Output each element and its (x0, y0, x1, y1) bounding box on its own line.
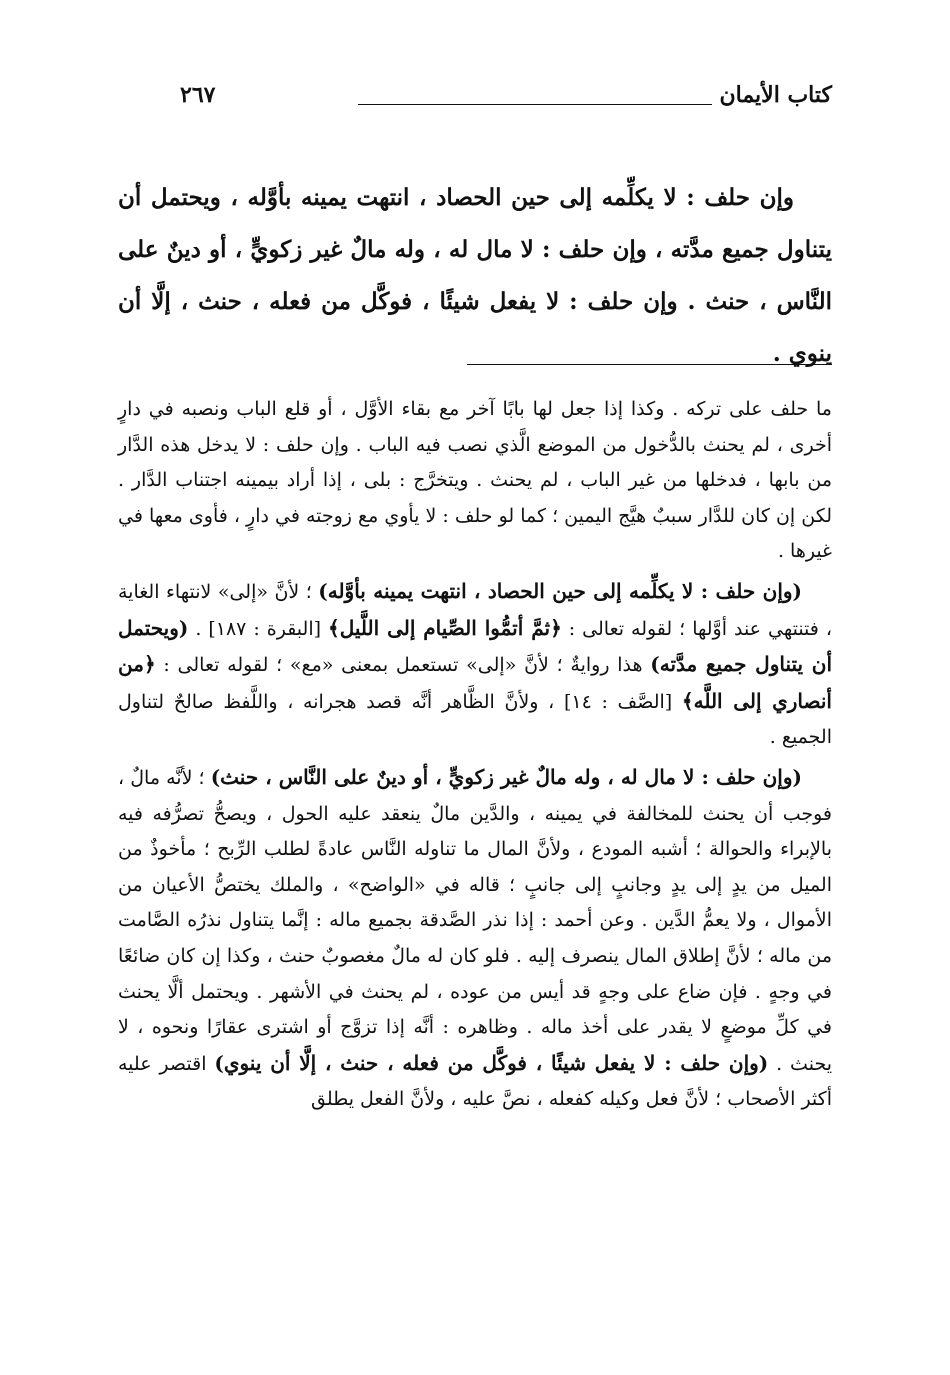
commentary-text: [البقرة : ١٨٧] . (188, 617, 328, 640)
quran-verse: ﴿ثمَّ أتمُّوا الصِّيام إلى اللَّيل﴾ (328, 615, 562, 640)
quran-verse: ﴿من أنصاري إلى اللَّه﴾ (118, 652, 832, 713)
quoted-matn: (ويحتمل أن يتناول جميع مدَّته) (118, 615, 833, 677)
commentary-block (118, 392, 832, 1118)
page-header (120, 82, 832, 122)
commentary-text: ؛ لأنَّه مالٌ ، فوجب أن يحنث للمخالفة في يمينه ، والدَّين مالٌ ينعقد عليه الحول ، ويصحُّ تصرُّفه فيه بالإبراء والحوالة ؛ أشبه المودع ، ولأنَّ المال ما تناوله النَّاس عادةً لطلب الرِّبح ؛ مأخوذٌ من الميل من يدٍ إلى يدٍ وجانبٍ إلى جانبٍ ؛ قاله في «الواضح» ، والملك يختصُّ الأعيان من الأموال ، ولا يعمُّ الدَّين . وعن أحمد : إذا نذر الصَّدقة بجميع ماله : إنَّما يتناول نذرُه الصَّامت من ماله ؛ لأنَّ إطلاق المال ينصرف إليه . فلو كان له مالٌ مغصوبٌ حنث ، وكذا إن كان ضائعًا في وجهٍ . فإن ضاع على وجهٍ قد أيس من عوده ، لم يحنث في الأشهر . ويحتمل ألَّا يحنث في كلِّ موضعٍ لا يقدر على أخذ ماله . وظاهره : أنَّه إذا تزوَّج أو اشترى عقارًا ونحوه ، لا يحنث . (118, 766, 832, 1075)
header-rule (358, 104, 712, 105)
quoted-matn: (وإن حلف : لا يكلِّمه إلى حين الحصاد ، انتهت يمينه بأوَّله) (318, 578, 802, 603)
page-number: ٢٦٧ (180, 82, 216, 108)
main-text-block (118, 172, 832, 380)
quoted-matn: (وإن حلف : لا مال له ، وله مالٌ غير زكويٍّ ، أو دينٌ على النَّاس ، حنث) (210, 764, 802, 789)
commentary-paragraph-1: ما حلف على تركه . وكذا إذا جعل لها بابًا آخر مع بقاء الأوَّل ، أو قلع الباب ونصبه في دارٍ أخرى ، لم يحنث بالدُّخول من الموضع الَّذي نصب فيه الباب . وإن حلف : لا يدخل هذه الدَّار من بابها ، فدخلها من غير الباب ، لم يحنث . ويتخرَّج : بلى ، إذا أراد بيمينه اجتناب الدَّار . لكن إن كان للدَّار سببٌ هيَّج اليمين ؛ كما لو حلف : لا يأوي مع زوجته في دارٍ ، فأوى معها في غيرها . (118, 398, 832, 563)
footnote-separator (467, 364, 832, 365)
quoted-matn: (وإن حلف : لا يفعل شيئًا ، فوكَّل من فعله ، حنث ، إلَّا أن ينوي) (214, 1050, 769, 1075)
main-text-paragraph: وإن حلف : لا يكلِّمه إلى حين الحصاد ، انتهت يمينه بأوَّله ، ويحتمل أن يتناول جميع مدَّته ، وإن حلف : لا مال له ، وله مالٌ غير زكويٍّ ، أو دينٌ على النَّاس ، حنث . وإن حلف : لا يفعل شيئًا ، فوكَّل من فعله ، حنث ، إلَّا أن ينوي . (118, 184, 832, 367)
commentary-text: [الصَّف : ١٤] ، ولأنَّ الظَّاهر أنَّه قصد هجرانه ، واللَّفظ صالحٌ لتناول الجميع . (118, 690, 832, 749)
running-title: كتاب الأيمان (719, 82, 832, 108)
commentary-paragraph-3 (118, 760, 832, 1118)
commentary-text: اقتصر عليه أكثر الأصحاب ؛ لأنَّ فعل وكيله كفعله ، نصَّ عليه ، ولأنَّ الفعل يطلق (118, 1052, 832, 1111)
commentary-text: هذا روايةٌ ؛ لأنَّ «إلى» تستعمل بمعنى «مع» ؛ لقوله تعالى : (155, 654, 651, 677)
commentary-text: ؛ لأنَّ «إلى» لانتهاء الغاية ، فتنتهي عند أوَّلها ؛ لقوله تعالى : (118, 580, 832, 640)
commentary-paragraph-2 (118, 574, 832, 756)
